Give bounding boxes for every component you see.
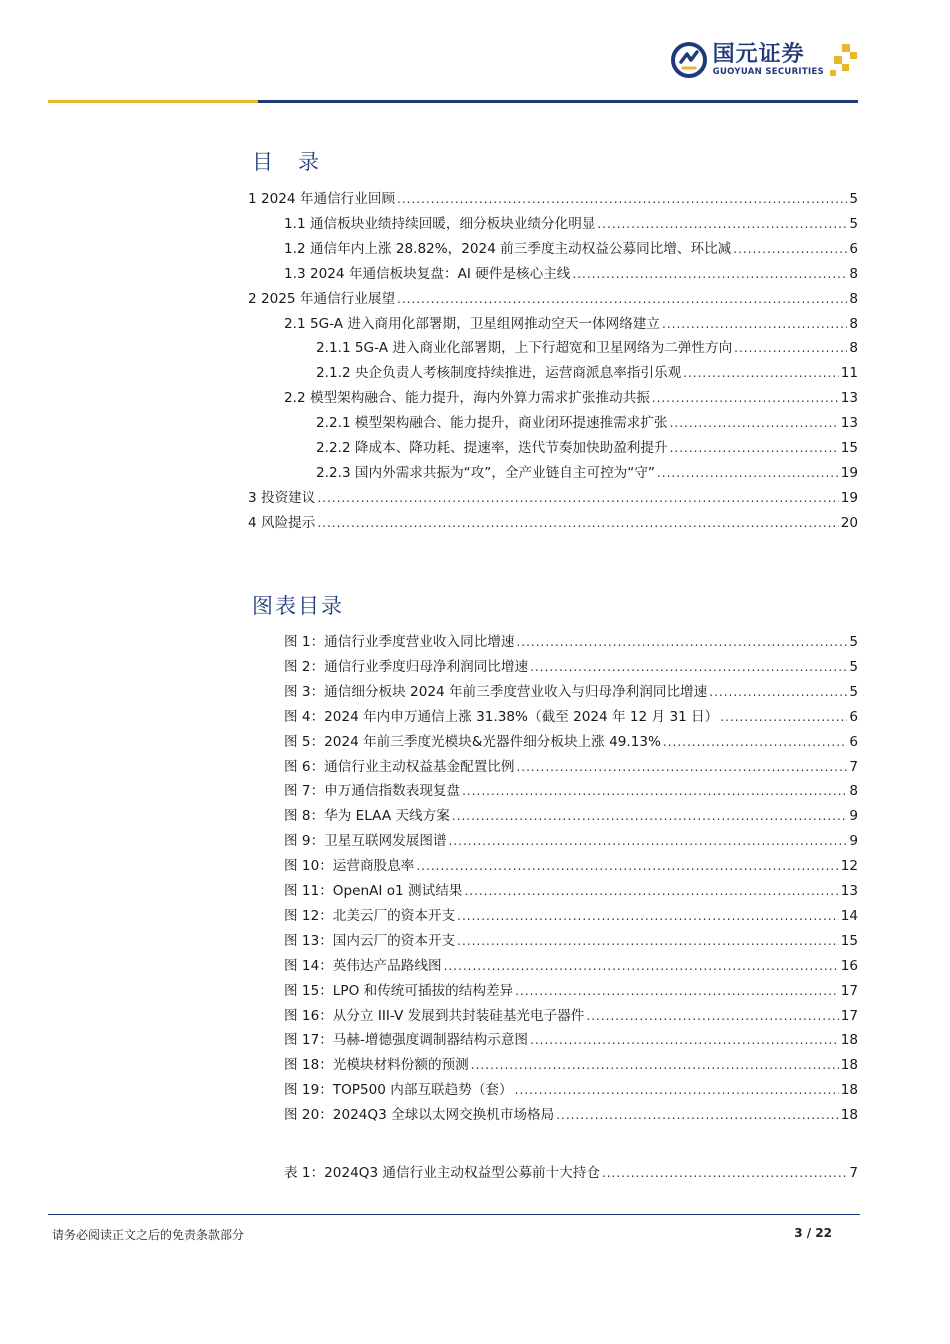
header-rule-accent — [48, 100, 258, 103]
page-number: 3 / 22 — [794, 1226, 832, 1240]
toc-entry[interactable] — [284, 955, 858, 975]
toc-entry-page: 17 — [840, 1007, 858, 1024]
toc-entry-label: 4 风险提示 — [248, 514, 316, 531]
toc-entry-label: 图 8：华为 ELAA 天线方案 — [284, 808, 450, 825]
dot-leader — [670, 414, 839, 432]
toc-entry-page: 6 — [849, 708, 858, 725]
toc-entry[interactable] — [284, 238, 858, 258]
toc-entry-label: 2 2025 年通信行业展望 — [248, 290, 396, 307]
toc-entry-label: 1.1 通信板块业绩持续回暖，细分板块业绩分化明显 — [284, 215, 596, 232]
toc-entry-page: 18 — [840, 1057, 858, 1074]
toc-entry-page: 19 — [840, 489, 858, 506]
dot-leader — [586, 1007, 838, 1025]
dot-leader — [670, 439, 839, 457]
toc-entry-label: 图 3：通信细分板块 2024 年前三季度营业收入与归母净利润同比增速 — [284, 683, 708, 700]
dot-leader — [734, 339, 847, 357]
toc-entry[interactable] — [284, 263, 858, 283]
toc-entry-page: 8 — [849, 783, 858, 800]
toc-entry[interactable] — [284, 1104, 858, 1124]
toc-entry[interactable] — [284, 706, 858, 726]
toc-entry-label: 1.2 通信年内上涨 28.82%，2024 前三季度主动权益公募同比增、环比减 — [284, 240, 732, 257]
toc-entry-label: 图 1：通信行业季度营业收入同比增速 — [284, 634, 515, 650]
dot-leader — [662, 315, 847, 333]
dot-leader — [572, 265, 847, 283]
toc-entry[interactable] — [316, 412, 858, 432]
toc-entry-page: 9 — [849, 833, 858, 850]
toc-entry-page: 15 — [840, 932, 858, 949]
dot-leader — [709, 683, 847, 701]
toc-entry[interactable] — [284, 1005, 858, 1025]
toc-entry-page: 5 — [849, 658, 858, 675]
toc-entry-page: 5 — [849, 683, 858, 700]
toc-entry-page: 5 — [849, 215, 858, 232]
toc-entry-page: 15 — [840, 440, 858, 456]
toc-entry-label: 图 11：OpenAI o1 测试结果 — [284, 883, 463, 899]
toc-entry-page: 16 — [840, 957, 858, 974]
toc-entry-page: 18 — [840, 1107, 858, 1124]
toc-entry-label: 图 5：2024 年前三季度光模块&光器件细分板块上涨 49.13% — [284, 733, 661, 750]
toc-entry-label: 表 1：2024Q3 通信行业主动权益型公募前十大持仓 — [284, 1165, 600, 1181]
toc-entry-label: 图 19：TOP500 内部互联趋势（套） — [284, 1082, 513, 1099]
toc-entry-page: 18 — [840, 1032, 858, 1049]
toc-entry[interactable] — [284, 980, 858, 1000]
toc-entry-page: 5 — [849, 634, 858, 650]
toc-entry-label: 图 18：光模块材料份额的预测 — [284, 1057, 469, 1074]
toc-entry-label: 图 10：运营商股息率 — [284, 858, 415, 875]
toc-entry-page: 17 — [840, 982, 858, 999]
toc-entry-label: 2.1.1 5G-A 进入商业化部署期，上下行超宽和卫星网络为二弹性方向 — [316, 340, 733, 357]
toc-entry-label: 图 9：卫星互联网发展图谱 — [284, 833, 447, 850]
toc-entry-label: 2.2.3 国内外需求共振为“攻”，全产业链自主可控为“守” — [316, 464, 655, 481]
toc-entry[interactable] — [284, 756, 858, 776]
toc-entry-label: 2.2.1 模型架构融合、能力提升，商业闭环提速推需求扩张 — [316, 415, 668, 432]
toc-entry[interactable] — [316, 362, 858, 382]
brand-logo — [671, 42, 858, 78]
toc-entry-page: 6 — [849, 240, 858, 257]
toc-entry[interactable] — [284, 1079, 858, 1099]
dot-leader — [652, 389, 839, 407]
toc-entry-page: 14 — [840, 907, 858, 924]
toc-entry-page: 7 — [849, 1165, 858, 1181]
toc-entry-label: 图 15：LPO 和传统可插拔的结构差异 — [284, 982, 514, 999]
toc-entry-page: 11 — [840, 365, 858, 382]
toc-entry-label: 图 17：马赫-增德强度调制器结构示意图 — [284, 1032, 529, 1049]
dot-leader — [530, 658, 847, 676]
toc-entry-page: 8 — [849, 265, 858, 282]
toc-entry[interactable] — [284, 387, 858, 407]
toc-entry-label: 图 14：英伟达产品路线图 — [284, 957, 442, 974]
toc-entry-page: 13 — [840, 390, 858, 407]
toc-entry[interactable] — [248, 188, 858, 208]
toc-entry[interactable] — [248, 512, 858, 532]
dot-leader — [602, 1164, 847, 1182]
toc-entry[interactable] — [284, 830, 858, 850]
toc-entry[interactable] — [284, 1029, 858, 1049]
dot-leader — [452, 807, 848, 825]
toc-title: 目 录 — [252, 150, 321, 174]
toc-entry[interactable] — [248, 288, 858, 308]
dot-leader — [515, 982, 839, 1000]
dot-leader — [683, 364, 839, 382]
toc-entry-label: 2.2 模型架构融合、能力提升，海内外算力需求扩张推动共振 — [284, 390, 650, 407]
toc-entry-label: 图 13：国内云厂的资本开支 — [284, 932, 456, 949]
toc-entry[interactable] — [284, 681, 858, 701]
footer-rule — [48, 1214, 860, 1215]
figures-title: 图表目录 — [252, 594, 344, 618]
guoyuan-logo-icon — [671, 42, 707, 78]
toc-entry[interactable] — [284, 930, 858, 950]
dot-leader — [530, 1031, 839, 1049]
dot-leader — [663, 733, 847, 751]
dot-leader — [597, 215, 847, 233]
toc-entry[interactable] — [284, 855, 858, 875]
toc-entry-label: 3 投资建议 — [248, 489, 316, 506]
dot-leader — [444, 957, 839, 975]
dot-leader — [516, 633, 847, 651]
toc-entry[interactable] — [248, 487, 858, 507]
toc-entry[interactable] — [284, 656, 858, 676]
toc-entry-label: 图 2：通信行业季度归母净利润同比增速 — [284, 658, 529, 675]
toc-entry-label: 2.1.2 央企负责人考核制度持续推进，运营商派息率指引乐观 — [316, 365, 682, 382]
toc-entry[interactable] — [284, 1162, 858, 1182]
dot-leader — [515, 1081, 839, 1099]
toc-entry[interactable] — [284, 313, 858, 333]
toc-entry[interactable] — [284, 880, 858, 900]
toc-entry-page: 9 — [849, 808, 858, 825]
toc-entry-page: 12 — [840, 858, 858, 875]
dot-leader — [464, 882, 838, 900]
toc-entry-label: 2.2.2 降成本、降功耗、提速率，迭代节奏加快助盈利提升 — [316, 440, 668, 456]
dot-leader — [397, 190, 847, 208]
toc-entry-page: 19 — [840, 464, 858, 481]
toc-entry-page: 5 — [849, 191, 858, 207]
toc-entry-page: 7 — [849, 758, 858, 775]
dot-leader — [416, 857, 838, 875]
toc-entry[interactable] — [316, 437, 858, 457]
dot-leader — [471, 1056, 839, 1074]
toc-entry[interactable] — [284, 780, 858, 800]
toc-entry-page: 8 — [849, 315, 858, 332]
toc-entry-page: 8 — [849, 290, 858, 307]
toc-entry[interactable] — [316, 337, 858, 357]
toc-entry[interactable] — [316, 462, 858, 482]
dot-leader — [556, 1106, 838, 1124]
dot-leader — [516, 758, 847, 776]
dot-leader — [457, 932, 839, 950]
toc-entry-label: 1 2024 年通信行业回顾 — [248, 191, 396, 207]
toc-entry-page: 13 — [840, 415, 858, 432]
dot-leader — [657, 464, 839, 482]
toc-entry[interactable] — [284, 905, 858, 925]
toc-entry-label: 图 20：2024Q3 全球以太网交换机市场格局 — [284, 1107, 555, 1124]
toc-entry-page: 20 — [840, 514, 858, 531]
dot-leader — [397, 290, 847, 308]
toc-entry-page: 18 — [840, 1082, 858, 1099]
dot-leader — [317, 489, 838, 507]
toc-entry[interactable] — [284, 213, 858, 233]
toc-entry-label: 图 4：2024 年内申万通信上涨 31.38%（截至 2024 年 12 月 31 日） — [284, 708, 719, 725]
logo-chinese-name: 国元证券 — [712, 41, 805, 67]
toc-entry-label: 图 12：北美云厂的资本开支 — [284, 907, 456, 924]
toc-entry[interactable] — [284, 631, 858, 651]
toc-entry-page: 6 — [849, 733, 858, 750]
toc-entry-label: 图 16：从分立 III-V 发展到共封装硅基光电子器件 — [284, 1007, 585, 1024]
toc-entry[interactable] — [284, 731, 858, 751]
toc-entry-label: 2.1 5G-A 进入商用化部署期，卫星组网推动空天一体网络建立 — [284, 315, 661, 332]
dot-leader — [449, 832, 848, 850]
toc-entry-page: 13 — [840, 883, 858, 899]
toc-entry-label: 图 6：通信行业主动权益基金配置比例 — [284, 758, 515, 775]
dot-leader — [317, 514, 838, 532]
logo-english-name: GUOYUAN SECURITIES — [712, 66, 824, 77]
toc-entry-page: 8 — [849, 340, 858, 357]
toc-entry-label: 图 7：申万通信指数表现复盘 — [284, 783, 461, 800]
dot-leader — [720, 708, 847, 726]
disclaimer-text: 请务必阅读正文之后的免责条款部分 — [52, 1228, 245, 1242]
toc-entry-label: 1.3 2024 年通信板块复盘：AI 硬件是核心主线 — [284, 265, 571, 282]
toc-entry[interactable] — [284, 1054, 858, 1074]
toc-entry[interactable] — [284, 805, 858, 825]
dot-leader — [462, 782, 847, 800]
dot-leader — [457, 907, 839, 925]
logo-squares-icon — [828, 42, 858, 78]
dot-leader — [733, 240, 847, 258]
